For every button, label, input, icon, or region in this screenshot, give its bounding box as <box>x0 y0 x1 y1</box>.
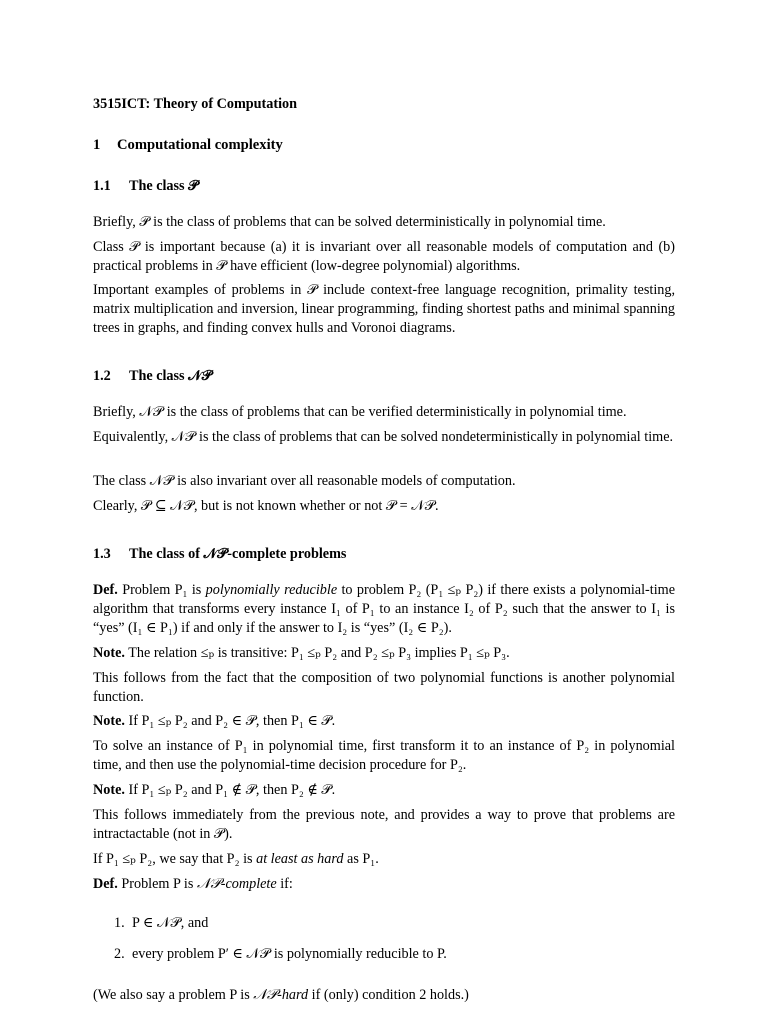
list-item <box>114 945 674 964</box>
def-text: Problem P is <box>121 876 194 892</box>
def-text: Problem P₁ is <box>122 582 202 598</box>
list-number: 2. <box>114 946 125 962</box>
paragraph: Equivalently, 𝒩𝒫 is the class of problems that can be solved nondeterministically in polynomial time. <box>93 429 674 445</box>
note-transitive <box>93 644 675 663</box>
note-label: Note. <box>93 713 125 729</box>
definition-np-complete <box>93 875 675 894</box>
definition-reducible <box>93 581 675 638</box>
paragraph: The class 𝒩𝒫 is also invariant over all reasonable models of computation. <box>93 473 516 489</box>
subsection-heading-1-2 <box>93 367 675 386</box>
note-label: Note. <box>93 645 125 661</box>
note-label: Note. <box>93 782 125 798</box>
note-text: If P₁ ≤ₚ P₂ and P₂ ∈ 𝒫, then P₁ ∈ 𝒫. <box>128 713 336 729</box>
section-number: 1 <box>93 137 101 153</box>
section-title: Computational complexity <box>117 137 283 153</box>
text: as P₁. <box>347 851 379 867</box>
def-term: 𝒩𝒫-complete <box>196 876 277 892</box>
def-label: Def. <box>93 876 118 892</box>
def-text: to problem P₂ (P₁ ≤ₚ P₂) if there exists a polynomial-time algorithm that transforms every instance I₁ of P₁ to an instance I₂ of P₂ such that the answer to I₁ is “yes” (I₁ ∈ P₁) if and only if the answer to I₂ is “yes” (I₂ ∈ P₂). <box>93 582 675 636</box>
subsection-title: The class 𝒩𝒫 <box>129 368 212 384</box>
paragraph: Important examples of problems in 𝒫 include context-free language recognition, primality testing, matrix multiplication and inversion, linear programming, finding shortest paths and minimal spanning trees in graphs, and finding convex hulls and Voronoi diagrams. <box>93 282 675 336</box>
subsection-number: 1.1 <box>93 178 111 194</box>
def-text: if: <box>280 876 293 892</box>
paragraph: Briefly, 𝒩𝒫 is the class of problems that can be verified deterministically in polynomial time. <box>93 404 627 420</box>
subsection-heading-1-1 <box>93 177 675 196</box>
at-least-as-hard <box>93 850 675 869</box>
paragraph: Briefly, 𝒫 is the class of problems that can be solved deterministically in polynomial time. <box>93 214 606 230</box>
def-label: Def. <box>93 582 118 598</box>
list-text: P ∈ 𝒩𝒫, and <box>132 915 209 931</box>
subsection-number: 1.3 <box>93 546 111 562</box>
paragraph: Clearly, 𝒫 ⊆ 𝒩𝒫, but is not known whether or not 𝒫 = 𝒩𝒫. <box>93 498 439 514</box>
paragraph: To solve an instance of P₁ in polynomial time, first transform it to an instance of P₂ in polynomial time, and then use the polynomial-time decision procedure for P₂. <box>93 738 675 773</box>
def-term: polynomially reducible <box>205 582 338 598</box>
note-text: If P₁ ≤ₚ P₂ and P₁ ∉ 𝒫, then P₂ ∉ 𝒫. <box>128 782 336 798</box>
note-not-in-p <box>93 781 675 800</box>
list-number: 1. <box>114 915 125 931</box>
np-hard-remark <box>93 986 675 1005</box>
paragraph: Class 𝒫 is important because (a) it is invariant over all reasonable models of computation and (b) practical problems in 𝒫 have efficient (low-degree polynomial) algorithms. <box>93 239 675 274</box>
text: If P₁ ≤ₚ P₂, we say that P₂ is <box>93 851 253 867</box>
text: if (only) condition 2 holds.) <box>311 987 469 1003</box>
section-heading-1 <box>93 136 675 155</box>
text: (We also say a problem P is <box>93 987 250 1003</box>
subsection-title: The class of 𝒩𝒫-complete problems <box>129 546 347 562</box>
course-title: 3515ICT: Theory of Computation <box>93 96 298 112</box>
subsection-number: 1.2 <box>93 368 111 384</box>
paragraph: This follows from the fact that the composition of two polynomial functions is another polynomial function. <box>93 670 675 705</box>
list-item <box>114 914 674 933</box>
note-in-p <box>93 712 675 731</box>
term: 𝒩𝒫-hard <box>253 987 309 1003</box>
list-text: every problem P′ ∈ 𝒩𝒫 is polynomially reducible to P. <box>132 946 447 962</box>
paragraph: This follows immediately from the previous note, and provides a way to prove that problems are intractactable (not in 𝒫). <box>93 807 675 842</box>
note-text: The relation ≤ₚ is transitive: P₁ ≤ₚ P₂ and P₂ ≤ₚ P₃ implies P₁ ≤ₚ P₃. <box>128 645 510 661</box>
term: at least as hard <box>256 851 344 867</box>
subsection-title: The class 𝒫 <box>129 178 199 194</box>
subsection-heading-1-3 <box>93 545 675 564</box>
